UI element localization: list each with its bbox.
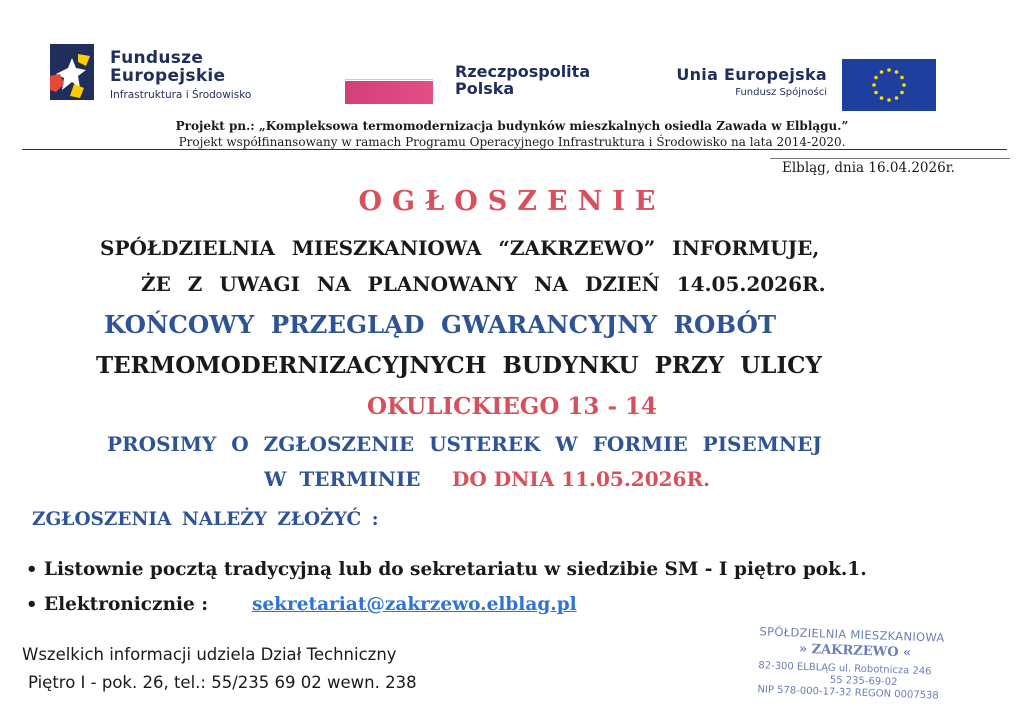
stamp-line-1: SPÓŁDZIELNIA MIESZKANIOWA [759,624,945,645]
rzeczpospolita-text [455,64,590,98]
eu-star-icon [874,91,878,95]
footer-info-line-2: Piętro I - pok. 26, tel.: 55/235 69 02 wewn. 238 [28,673,417,692]
fundusze-europejskie-logo-icon [50,44,94,100]
announcement-deadline-label: W TERMINIE [264,467,421,491]
stamp-line-5: NIP 578-000-17-32 REGON 0007538 [757,684,939,702]
eu-star-icon [900,91,904,95]
ue-line2: Fundusz Spójności [735,87,827,98]
eu-flag-icon [842,59,936,111]
eu-star-icon [874,76,878,80]
divider [770,158,1010,159]
eu-star-icon [895,70,899,74]
announcement-deadline-date: DO DNIA 11.05.2026R. [452,467,711,491]
ue-line1: Unia Europejska [676,65,827,84]
submission-heading: ZGŁOSZENIA NALEŻY ZŁOŻYĆ : [32,509,379,530]
document-date: Elbląg, dnia 16.04.2026r. [782,160,955,176]
stamp-line-2: » ZAKRZEWO « [798,641,912,661]
stamp-line-3: 82-300 ELBLĄG ul. Robotnicza 246 [758,660,932,678]
unia-europejska-text [667,67,827,98]
bullet-icon: • [26,594,38,615]
project-title: Projekt pn.: „Kompleksowa termomodernizacja budynków mieszkalnych osiedla Zawada w Elblągu.” [175,119,849,133]
announcement-line-6: PROSIMY O ZGŁOSZENIE USTEREK W FORMIE PISEMNEJ [107,432,822,456]
announcement-line-1: SPÓŁDZIELNIA MIESZKANIOWA “ZAKRZEWO” INFORMUJE, [100,236,820,260]
eu-star-icon [902,83,906,87]
divider [22,149,1007,150]
project-cofinancing: Projekt współfinansowany w ramach Programu Operacyjnego Infrastruktura i Środowisko na lata 2014-2020. [178,135,846,149]
list-item [26,594,208,615]
fe-line1: Fundusze [110,48,204,68]
eu-star-icon [880,96,884,100]
eu-star-icon [880,70,884,74]
list-item [26,559,867,580]
eu-star-icon [900,76,904,80]
announcement-line-2: ŻE Z UWAGI NA PLANOWANY NA DZIEŃ 14.05.2026R. [141,272,826,296]
list-item-text: Listownie pocztą tradycyjną lub do sekretariatu w siedzibie SM - I piętro pok.1. [43,559,867,580]
stamp-line-4: 55 235-69-02 [829,674,898,689]
announcement-line-4: TERMOMODERNIZACYJNYCH BUDYNKU PRZY ULICY [96,352,822,379]
eu-star-icon [887,98,891,102]
fe-line2: Europejskie [110,66,226,86]
announcement-title: OGŁOSZENIE [358,186,666,217]
rp-line1: Rzeczpospolita [455,62,591,81]
eu-star-icon [887,68,891,72]
announcement-line-3: KOŃCOWY PRZEGLĄD GWARANCYJNY ROBÓT [104,310,777,339]
bullet-icon: • [26,559,38,580]
eu-star-icon [895,96,899,100]
fe-line3: Infrastruktura i Środowisko [110,89,252,101]
list-item-text: Elektronicznie : [43,594,209,615]
footer-info-line-1: Wszelkich informacji udziela Dział Techniczny [22,645,397,664]
eu-star-icon [872,83,876,87]
polish-flag-icon [345,79,433,104]
cooperative-stamp [749,618,1012,727]
email-link[interactable]: sekretariat@zakrzewo.elblag.pl [252,594,577,615]
rp-line2: Polska [455,79,515,98]
fundusze-europejskie-text [110,50,251,101]
announcement-address: OKULICKIEGO 13 - 14 [366,393,658,420]
